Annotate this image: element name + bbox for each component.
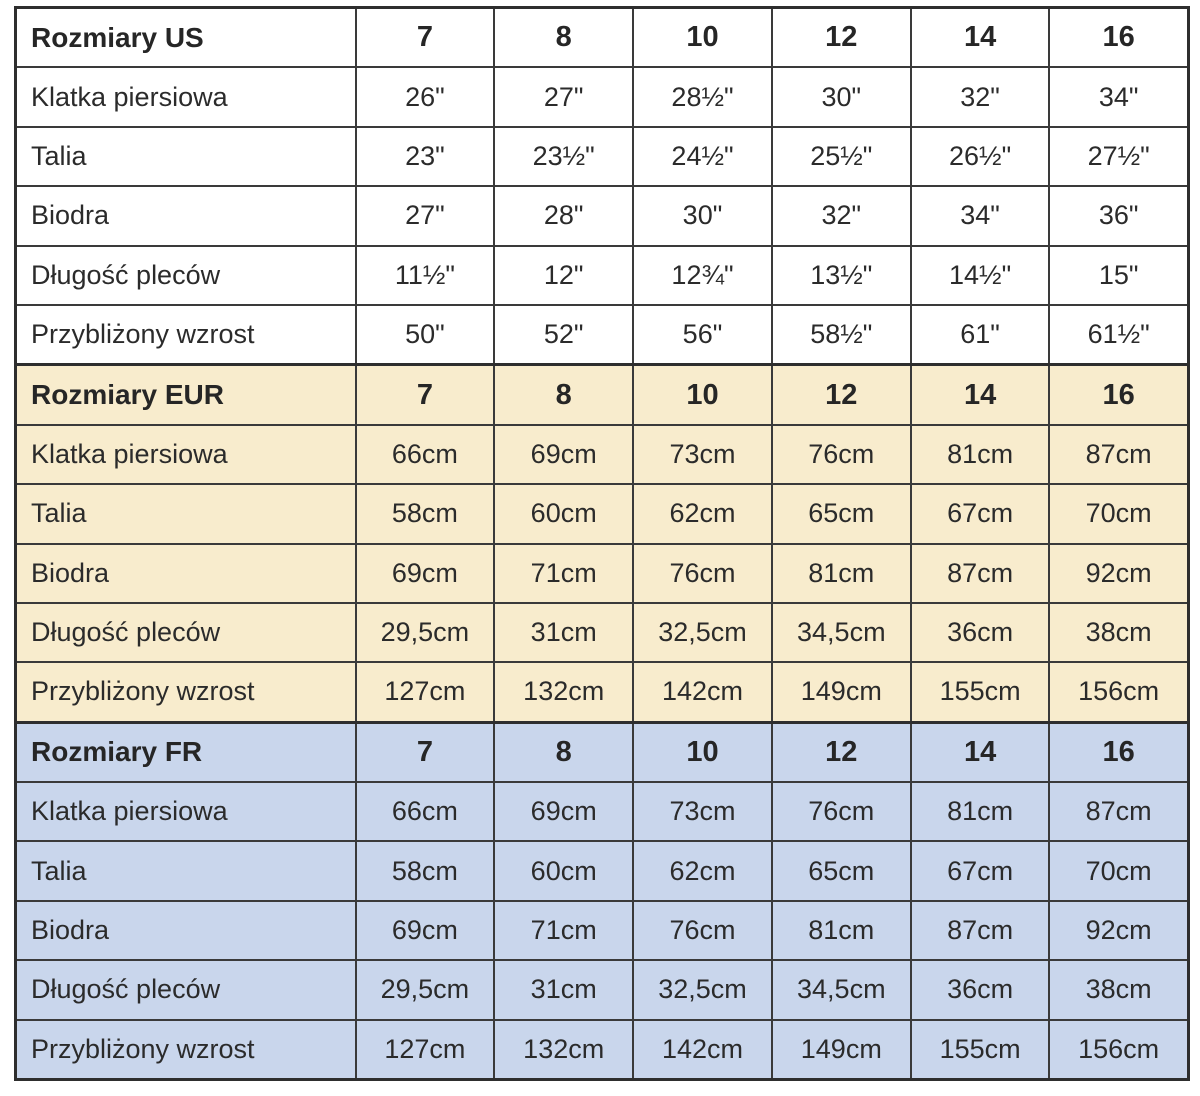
table-row <box>16 305 1189 365</box>
table-row <box>16 662 1189 722</box>
measurement-value: 81cm <box>911 782 1050 841</box>
measurement-value: 26½" <box>911 127 1050 186</box>
measurement-value: 81cm <box>772 901 911 960</box>
measurement-value: 30" <box>772 67 911 126</box>
measurement-value: 69cm <box>356 901 495 960</box>
measurement-value: 67cm <box>911 484 1050 543</box>
size-header-cell: 12 <box>772 722 911 782</box>
measurement-value: 56" <box>633 305 772 365</box>
measurement-value: 61" <box>911 305 1050 365</box>
measurement-label: Talia <box>16 841 356 900</box>
table-row <box>16 246 1189 305</box>
measurement-value: 25½" <box>772 127 911 186</box>
measurement-value: 66cm <box>356 425 495 484</box>
measurement-label: Talia <box>16 484 356 543</box>
measurement-value: 24½" <box>633 127 772 186</box>
measurement-label: Długość pleców <box>16 246 356 305</box>
size-header-cell: 12 <box>772 8 911 68</box>
measurement-value: 71cm <box>494 901 633 960</box>
size-header-cell: 8 <box>494 8 633 68</box>
measurement-value: 87cm <box>911 901 1050 960</box>
measurement-value: 87cm <box>911 544 1050 603</box>
measurement-value: 32" <box>772 186 911 245</box>
measurement-value: 142cm <box>633 1020 772 1080</box>
size-header-cell: 16 <box>1049 365 1188 425</box>
measurement-value: 11½" <box>356 246 495 305</box>
measurement-value: 69cm <box>494 782 633 841</box>
section-header-row <box>16 722 1189 782</box>
table-row <box>16 960 1189 1019</box>
measurement-value: 32" <box>911 67 1050 126</box>
table-row <box>16 782 1189 841</box>
size-header-cell: 10 <box>633 8 772 68</box>
measurement-value: 155cm <box>911 662 1050 722</box>
measurement-value: 32,5cm <box>633 960 772 1019</box>
measurement-value: 87cm <box>1049 425 1188 484</box>
measurement-label: Przybliżony wzrost <box>16 305 356 365</box>
measurement-value: 12¾" <box>633 246 772 305</box>
measurement-value: 132cm <box>494 662 633 722</box>
measurement-value: 58cm <box>356 484 495 543</box>
measurement-value: 38cm <box>1049 603 1188 662</box>
measurement-value: 23½" <box>494 127 633 186</box>
measurement-value: 81cm <box>911 425 1050 484</box>
table-row <box>16 1020 1189 1080</box>
measurement-label: Biodra <box>16 901 356 960</box>
size-header-cell: 10 <box>633 722 772 782</box>
measurement-value: 67cm <box>911 841 1050 900</box>
size-header-cell: 7 <box>356 722 495 782</box>
measurement-value: 36" <box>1049 186 1188 245</box>
table-row <box>16 841 1189 900</box>
measurement-value: 87cm <box>1049 782 1188 841</box>
section-title: Rozmiary EUR <box>16 365 356 425</box>
measurement-value: 62cm <box>633 484 772 543</box>
measurement-value: 149cm <box>772 662 911 722</box>
measurement-value: 92cm <box>1049 901 1188 960</box>
measurement-value: 36cm <box>911 603 1050 662</box>
measurement-value: 156cm <box>1049 662 1188 722</box>
section-header-row <box>16 8 1189 68</box>
measurement-value: 30" <box>633 186 772 245</box>
measurement-value: 36cm <box>911 960 1050 1019</box>
measurement-value: 65cm <box>772 484 911 543</box>
measurement-value: 28" <box>494 186 633 245</box>
measurement-value: 34" <box>1049 67 1188 126</box>
measurement-value: 71cm <box>494 544 633 603</box>
size-header-cell: 14 <box>911 722 1050 782</box>
measurement-value: 142cm <box>633 662 772 722</box>
measurement-value: 23" <box>356 127 495 186</box>
measurement-value: 149cm <box>772 1020 911 1080</box>
table-row <box>16 544 1189 603</box>
measurement-value: 27" <box>494 67 633 126</box>
measurement-value: 70cm <box>1049 484 1188 543</box>
measurement-value: 29,5cm <box>356 960 495 1019</box>
measurement-value: 60cm <box>494 841 633 900</box>
measurement-value: 73cm <box>633 782 772 841</box>
table-row <box>16 67 1189 126</box>
measurement-value: 61½" <box>1049 305 1188 365</box>
measurement-value: 34" <box>911 186 1050 245</box>
measurement-label: Klatka piersiowa <box>16 67 356 126</box>
size-header-cell: 8 <box>494 365 633 425</box>
table-row <box>16 127 1189 186</box>
measurement-value: 69cm <box>494 425 633 484</box>
section-eur <box>16 365 1189 722</box>
measurement-value: 52" <box>494 305 633 365</box>
size-chart-table <box>14 6 1190 1081</box>
measurement-value: 13½" <box>772 246 911 305</box>
measurement-value: 60cm <box>494 484 633 543</box>
measurement-value: 31cm <box>494 603 633 662</box>
section-fr <box>16 722 1189 1079</box>
measurement-label: Klatka piersiowa <box>16 425 356 484</box>
measurement-value: 76cm <box>772 782 911 841</box>
size-header-cell: 10 <box>633 365 772 425</box>
measurement-label: Przybliżony wzrost <box>16 1020 356 1080</box>
measurement-value: 12" <box>494 246 633 305</box>
measurement-value: 14½" <box>911 246 1050 305</box>
measurement-value: 70cm <box>1049 841 1188 900</box>
size-header-cell: 16 <box>1049 8 1188 68</box>
size-header-cell: 16 <box>1049 722 1188 782</box>
measurement-value: 132cm <box>494 1020 633 1080</box>
measurement-value: 26" <box>356 67 495 126</box>
measurement-label: Klatka piersiowa <box>16 782 356 841</box>
measurement-value: 27½" <box>1049 127 1188 186</box>
measurement-value: 127cm <box>356 662 495 722</box>
measurement-value: 69cm <box>356 544 495 603</box>
measurement-value: 15" <box>1049 246 1188 305</box>
measurement-value: 73cm <box>633 425 772 484</box>
measurement-value: 58½" <box>772 305 911 365</box>
measurement-value: 34,5cm <box>772 603 911 662</box>
measurement-label: Biodra <box>16 544 356 603</box>
measurement-value: 27" <box>356 186 495 245</box>
measurement-value: 34,5cm <box>772 960 911 1019</box>
section-header-row <box>16 365 1189 425</box>
measurement-label: Talia <box>16 127 356 186</box>
table-row <box>16 484 1189 543</box>
measurement-value: 156cm <box>1049 1020 1188 1080</box>
measurement-value: 81cm <box>772 544 911 603</box>
measurement-label: Przybliżony wzrost <box>16 662 356 722</box>
size-header-cell: 14 <box>911 365 1050 425</box>
measurement-value: 38cm <box>1049 960 1188 1019</box>
size-header-cell: 8 <box>494 722 633 782</box>
measurement-value: 29,5cm <box>356 603 495 662</box>
measurement-value: 155cm <box>911 1020 1050 1080</box>
measurement-value: 32,5cm <box>633 603 772 662</box>
measurement-value: 76cm <box>633 901 772 960</box>
size-header-cell: 7 <box>356 365 495 425</box>
section-us <box>16 8 1189 365</box>
measurement-value: 76cm <box>633 544 772 603</box>
section-title: Rozmiary FR <box>16 722 356 782</box>
size-header-cell: 7 <box>356 8 495 68</box>
measurement-value: 76cm <box>772 425 911 484</box>
measurement-value: 65cm <box>772 841 911 900</box>
size-header-cell: 12 <box>772 365 911 425</box>
measurement-value: 66cm <box>356 782 495 841</box>
measurement-label: Długość pleców <box>16 960 356 1019</box>
table-row <box>16 901 1189 960</box>
measurement-value: 92cm <box>1049 544 1188 603</box>
table-row <box>16 603 1189 662</box>
measurement-value: 31cm <box>494 960 633 1019</box>
measurement-value: 62cm <box>633 841 772 900</box>
measurement-label: Biodra <box>16 186 356 245</box>
measurement-label: Długość pleców <box>16 603 356 662</box>
table-row <box>16 425 1189 484</box>
measurement-value: 127cm <box>356 1020 495 1080</box>
size-header-cell: 14 <box>911 8 1050 68</box>
measurement-value: 58cm <box>356 841 495 900</box>
measurement-value: 50" <box>356 305 495 365</box>
section-title: Rozmiary US <box>16 8 356 68</box>
measurement-value: 28½" <box>633 67 772 126</box>
table-row <box>16 186 1189 245</box>
